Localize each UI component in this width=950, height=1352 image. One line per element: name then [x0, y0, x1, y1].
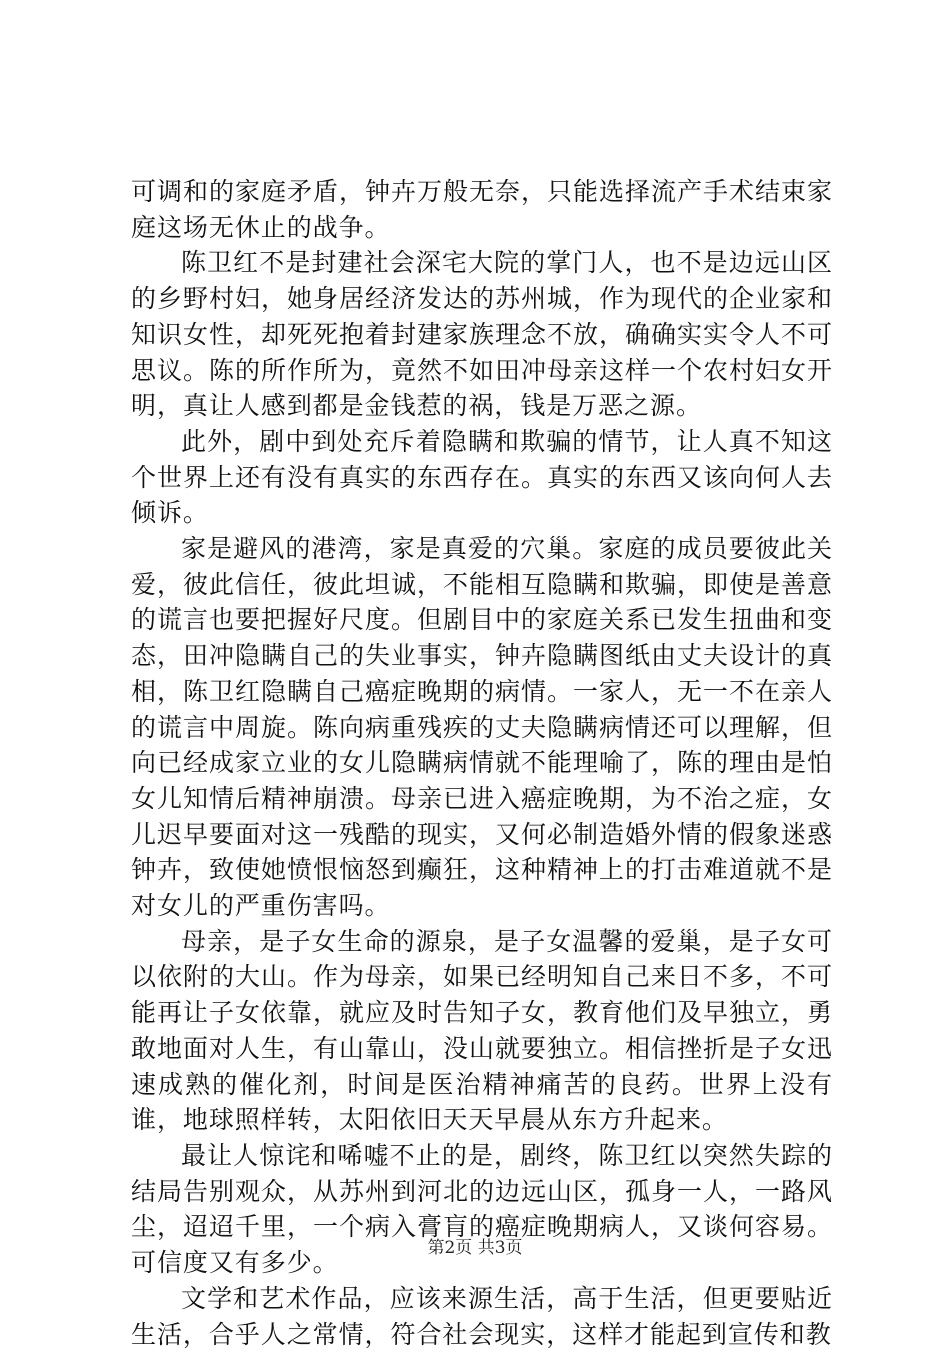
page-number: 第2页 共3页 — [427, 1238, 523, 1258]
paragraph-continued: 可调和的家庭矛盾，钟卉万般无奈，只能选择流产手术结束家庭这场无休止的战争。 — [131, 177, 833, 242]
paragraph-literature: 文学和艺术作品，应该来源生活，高于生活，但更要贴近生活，合乎人之常情，符合社会现实，这样才能起到宣传和教 — [131, 1283, 833, 1349]
paragraph-mother: 母亲，是子女生命的源泉，是子女温馨的爱巢，是子女可以依附的大山。作为母亲，如果已经明知自己来日不多，不可能再让子女依靠，就应及时告知子女，教育他们及早独立，勇敢地面对人生，有山靠山，没山就要独立。相信挫折是子女迅速成熟的催化剂，时间是医治精神痛苦的良药。世界上没有谁，地球照样转，太阳依旧天天早晨从东方升起来。 — [131, 926, 833, 1135]
paragraph-family: 家是避风的港湾，家是真爱的穴巢。家庭的成员要彼此关爱，彼此信任，彼此坦诚，不能相互隐瞒和欺骗，即使是善意的谎言也要把握好尺度。但剧目中的家庭关系已发生扭曲和变态，田冲隐瞒自己的失业事实，钟卉隐瞒图纸由丈夫设计的真相，陈卫红隐瞒自己癌症晚期的病情。一家人，无一不在亲人的谎言中周旋。陈向病重残疾的丈夫隐瞒病情还可以理解，但向已经成家立业的女儿隐瞒病情就不能理喻了，陈的理由是怕女儿知情后精神崩溃。母亲已进入癌症晚期，为不治之症，女儿迟早要面对这一残酷的现实，又何必制造婚外情的假象迷惑钟卉，致使她愤恨恼怒到癫狂，这种精神上的打击难道就不是对女儿的严重伤害吗。 — [131, 534, 833, 921]
paragraph-deception: 此外，剧中到处充斥着隐瞒和欺骗的情节，让人真不知这个世界上还有没有真实的东西存在。真实的东西又该向何人去倾诉。 — [131, 426, 833, 528]
paragraph-ending: 最让人惊诧和唏嘘不止的是，剧终，陈卫红以突然失踪的结局告别观众，从苏州到河北的边远山区，孤身一人，一路风尘，迢迢千里，一个病入膏肓的癌症晚期病人，又谈何容易。可信度又有多少。 — [131, 1140, 833, 1278]
paragraph-chen-weihong: 陈卫红不是封建社会深宅大院的掌门人，也不是边远山区的乡野村妇，她身居经济发达的苏州城，作为现代的企业家和知识女性，却死死抱着封建家族理念不放，确确实实令人不可思议。陈的所作所为，竟然不如田冲母亲这样一个农村妇女开明，真让人感到都是金钱惹的祸，钱是万恶之源。 — [131, 248, 833, 421]
document-body — [131, 174, 833, 1352]
